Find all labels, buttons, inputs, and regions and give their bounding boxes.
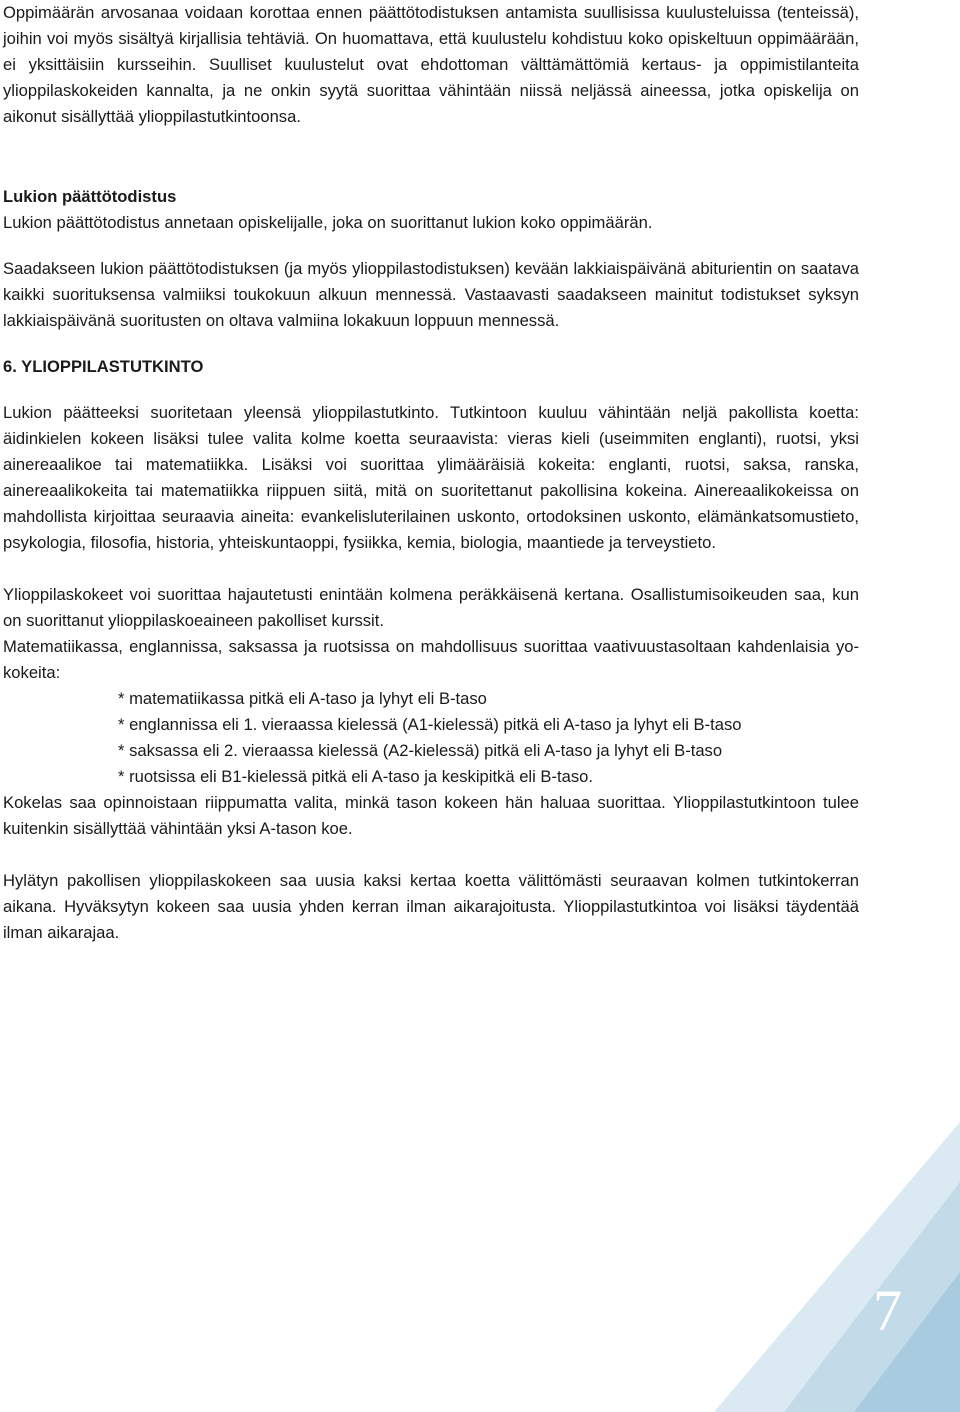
section-6-paragraph-5: Hylätyn pakollisen ylioppilaskokeen saa uusia kaksi kertaa koetta välittömästi seuraavan kolmen tutkintokerran aikana. Hyväksytyn kokeen saa uusia yhden kerran ilman aikarajoitusta. Ylioppilastutkintoa voi lisäksi täydentää ilman aikarajaa.	[3, 871, 859, 942]
exam-level-list	[3, 686, 859, 790]
list-item: * ruotsissa eli B1-kielessä pitkä eli A-taso ja keskipitkä eli B-taso.	[118, 767, 593, 786]
page-number: 7	[873, 1278, 902, 1343]
paatto-paragraph-1: Lukion päättötodistus annetaan opiskelijalle, joka on suorittanut lukion koko oppimäärän.	[3, 213, 653, 232]
corner-triangles-graphic	[714, 1122, 960, 1412]
section-6-paragraph-4: Kokelas saa opinnoistaan riippumatta valita, minkä tason kokeen hän haluaa suorittaa. Ylioppilastutkintoon tulee kuitenkin sisällyttää vähintään yksi A-tason koe.	[3, 793, 859, 838]
list-item: * englannissa eli 1. vieraassa kielessä (A1-kielessä) pitkä eli A-taso ja lyhyt eli B-taso	[118, 715, 742, 734]
list-item: * saksassa eli 2. vieraassa kielessä (A2-kielessä) pitkä eli A-taso ja lyhyt eli B-taso	[118, 741, 723, 760]
section-6-paragraph-3: Matematiikassa, englannissa, saksassa ja ruotsissa on mahdollisuus suorittaa vaativuustasoltaan kahdenlaisia yo-kokeita:	[3, 637, 859, 682]
section-6-paragraph-2: Ylioppilaskokeet voi suorittaa hajautetusti enintään kolmena peräkkäisenä kertana. Osallistumisoikeuden saa, kun on suorittanut ylioppilaskoeaineen pakolliset kurssit.	[3, 585, 859, 630]
section-6-paragraph-1: Lukion päätteeksi suoritetaan yleensä ylioppilastutkinto. Tutkintoon kuuluu vähintään neljä pakollista koetta: äidinkielen kokeen lisäksi tulee valita kolme koetta seuraavista: vieras kieli (useimmiten englanti), ruotsi, yksi ainereaalikoe tai matematiikka. Lisäksi voi suorittaa ylimääräisiä kokeita: englanti, ruotsi, saksa, ranska, ainereaalikokeita tai matematiikka riippuen siitä, mitä on suoritettanut pakollisina kokeina. Ainereaalikokeissa on mahdollista kirjoittaa seuraavia aineita: evankelisluterilainen uskonto, ortodoksinen uskonto, elämänkatsomustieto, psykologia, filosofia, historia, yhteiskuntaoppi, fysiikka, kemia, biologia, maantiede ja terveystieto.	[3, 403, 859, 552]
paatto-paragraph-2: Saadakseen lukion päättötodistuksen (ja myös ylioppilastodistuksen) kevään lakkiaispäivänä abiturientin on saatava kaikki suorituksensa valmiiksi toukokuun alkuun mennessä. Vastaavasti saadakseen mainitut todistukset syksyn lakkiaispäivänä suoritusten on oltava valmiina lokakuun loppuun mennessä.	[3, 259, 859, 330]
page-content	[3, 0, 859, 946]
list-item: * matematiikassa pitkä eli A-taso ja lyhyt eli B-taso	[118, 689, 487, 708]
intro-paragraph: Oppimäärän arvosanaa voidaan korottaa ennen päättötodistuksen antamista suullisissa kuulusteluissa (tenteissä), joihin voi myös sisältyä kirjallisia tehtäviä. On huomattava, että kuulustelu kohdistuu koko opiskeltuun oppimäärään, ei yksittäisiin kursseihin. Suulliset kuulustelut ovat ehdottoman välttämättömiä kertaus- ja oppimistilanteita ylioppilaskokeiden kannalta, ja ne onkin syytä suorittaa vähintään niissä neljässä aineessa, jotka opiskelija on aikonut sisällyttää ylioppilastutkintoonsa.	[3, 3, 859, 126]
paatto-heading: Lukion päättötodistus	[3, 187, 177, 206]
page-corner-decoration	[714, 1122, 960, 1412]
section-6-heading: 6. YLIOPPILASTUTKINTO	[3, 357, 204, 376]
